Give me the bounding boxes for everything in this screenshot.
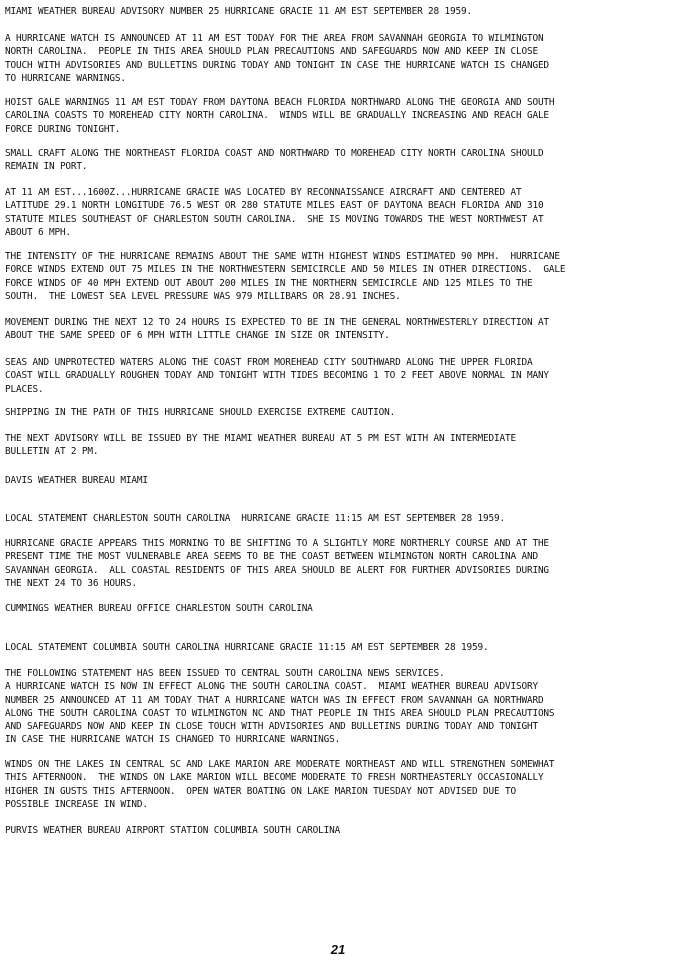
news-services-paragraph: THE FOLLOWING STATEMENT HAS BEEN ISSUED TO CENTRAL SOUTH CAROLINA NEWS SERVICES. A HURRICANE WATCH IS NOW IN EFFECT ALONG THE SOUTH CAROLINA COAST. MIAMI WEATHER BUREAU ADVISORY NUMBER 25 ANNOUNCED AT 11 AM TODAY THAT A HURRICANE WATCH WAS IN EFFECT FROM SAVANNAH GA NORTHWARD ALONG THE SOUTH CAROLINA COAST TO WILMINGTON NC AND THAT PEOPLE IN THIS AREA SHOULD PLAN PRECAUTIONS AND SAFEGUARDS NOW AND KEEP IN CLOSE TOUCH WITH ADVISORIES AND BULLETINS DURING TODAY AND TONIGHT IN CASE THE HURRICANE WATCH IS CHANGED TO HURRICANE WARNINGS. xyxy=(5,668,555,746)
advisory-title: MIAMI WEATHER BUREAU ADVISORY NUMBER 25 HURRICANE GRACIE 11 AM EST SEPTEMBER 28 1959. xyxy=(5,6,473,17)
hurricane-watch-paragraph: A HURRICANE WATCH IS ANNOUNCED AT 11 AM EST TODAY FOR THE AREA FROM SAVANNAH GEORGIA TO WILMINGTON NORTH CAROLINA. PEOPLE IN THIS AREA SHOULD PLAN PRECAUTIONS AND SAFEGUARDS NOW AND KEEP IN CLOSE TOUCH WITH ADVISORIES AND BULLETINS DURING TODAY AND TONIGHT IN CASE THE HURRICANE WATCH IS CHANGED TO HURRICANE WARNINGS. xyxy=(5,33,549,84)
local-statement-columbia: LOCAL STATEMENT COLUMBIA SOUTH CAROLINA HURRICANE GRACIE 11:15 AM EST SEPTEMBER 28 1959. xyxy=(5,642,489,653)
next-advisory-paragraph: THE NEXT ADVISORY WILL BE ISSUED BY THE MIAMI WEATHER BUREAU AT 5 PM EST WITH AN INTERMEDIATE BULLETIN AT 2 PM. xyxy=(5,433,516,458)
lakes-paragraph: WINDS ON THE LAKES IN CENTRAL SC AND LAKE MARION ARE MODERATE NORTHEAST AND WILL STRENGTHEN SOMEWHAT THIS AFTERNOON. THE WINDS ON LAKE MARION WILL BECOME MODERATE TO FRESH NORTHEASTERLY OCCASIONALLY HIGHER IN GUSTS THIS AFTERNOON. OPEN WATER BOATING ON LAKE MARION TUESDAY NOT ADVISED DUE TO POSSIBLE INCREASE IN WIND. xyxy=(5,759,555,810)
page-number: 21 xyxy=(330,942,346,957)
position-paragraph: AT 11 AM EST...1600Z...HURRICANE GRACIE WAS LOCATED BY RECONNAISSANCE AIRCRAFT AND CENTERED AT LATITUDE 29.1 NORTH LONGITUDE 76.5 WEST OR 280 STATUTE MILES EAST OF DAYTONA BEACH FLORIDA AND 310 STATUTE MILES SOUTHEAST OF CHARLESTON SOUTH CAROLINA. SHE IS MOVING TOWARDS THE WEST NORTHWEST AT ABOUT 6 MPH. xyxy=(5,187,544,238)
signature-miami: DAVIS WEATHER BUREAU MIAMI xyxy=(5,475,148,486)
seas-paragraph: SEAS AND UNPROTECTED WATERS ALONG THE COAST FROM MOREHEAD CITY SOUTHWARD ALONG THE UPPER FLORIDA COAST WILL GRADUALLY ROUGHEN TODAY AND TONIGHT WITH TIDES BECOMING 1 TO 2 FEET ABOVE NORMAL IN MANY PLACES. xyxy=(5,357,549,395)
gale-warnings-paragraph: HOIST GALE WARNINGS 11 AM EST TODAY FROM DAYTONA BEACH FLORIDA NORTHWARD ALONG THE GEORGIA AND SOUTH CAROLINA COASTS TO MOREHEAD CITY NORTH CAROLINA. WINDS WILL BE GRADUALLY INCREASING AND REACH GALE FORCE DURING TONIGHT. xyxy=(5,97,555,135)
movement-paragraph: MOVEMENT DURING THE NEXT 12 TO 24 HOURS IS EXPECTED TO BE IN THE GENERAL NORTHWESTERLY DIRECTION AT ABOUT THE SAME SPEED OF 6 MPH WITH LITTLE CHANGE IN SIZE OR INTENSITY. xyxy=(5,317,549,342)
shipping-paragraph: SHIPPING IN THE PATH OF THIS HURRICANE SHOULD EXERCISE EXTREME CAUTION. xyxy=(5,407,396,418)
shifting-course-paragraph: HURRICANE GRACIE APPEARS THIS MORNING TO BE SHIFTING TO A SLIGHTLY MORE NORTHERLY COURSE AND AT THE PRESENT TIME THE MOST VULNERABLE AREA SEEMS TO BE THE COAST BETWEEN WILMINGTON NORTH CAROLINA AND SAVANNAH GEORGIA. ALL COASTAL RESIDENTS OF THIS AREA SHOULD BE ALERT FOR FURTHER ADVISORIES DURING THE NEXT 24 TO 36 HOURS. xyxy=(5,538,549,589)
signature-columbia: PURVIS WEATHER BUREAU AIRPORT STATION COLUMBIA SOUTH CAROLINA xyxy=(5,825,341,836)
small-craft-paragraph: SMALL CRAFT ALONG THE NORTHEAST FLORIDA COAST AND NORTHWARD TO MOREHEAD CITY NORTH CAROLINA SHOULD REMAIN IN PORT. xyxy=(5,148,544,173)
intensity-paragraph: THE INTENSITY OF THE HURRICANE REMAINS ABOUT THE SAME WITH HIGHEST WINDS ESTIMATED 90 MPH. HURRICANE FORCE WINDS EXTEND OUT 75 MILES IN THE NORTHWESTERN SEMICIRCLE AND 50 MILES IN OTHER DIRECTIONS. GALE FORCE WINDS OF 40 MPH EXTEND OUT ABOUT 200 MILES IN THE NORTHERN SEMICIRCLE AND 125 MILES TO THE SOUTH. THE LOWEST SEA LEVEL PRESSURE WAS 979 MILLIBARS OR 28.91 INCHES. xyxy=(5,251,566,302)
local-statement-charleston: LOCAL STATEMENT CHARLESTON SOUTH CAROLINA HURRICANE GRACIE 11:15 AM EST SEPTEMBER 28 1959. xyxy=(5,513,505,524)
signature-charleston: CUMMINGS WEATHER BUREAU OFFICE CHARLESTON SOUTH CAROLINA xyxy=(5,603,313,614)
